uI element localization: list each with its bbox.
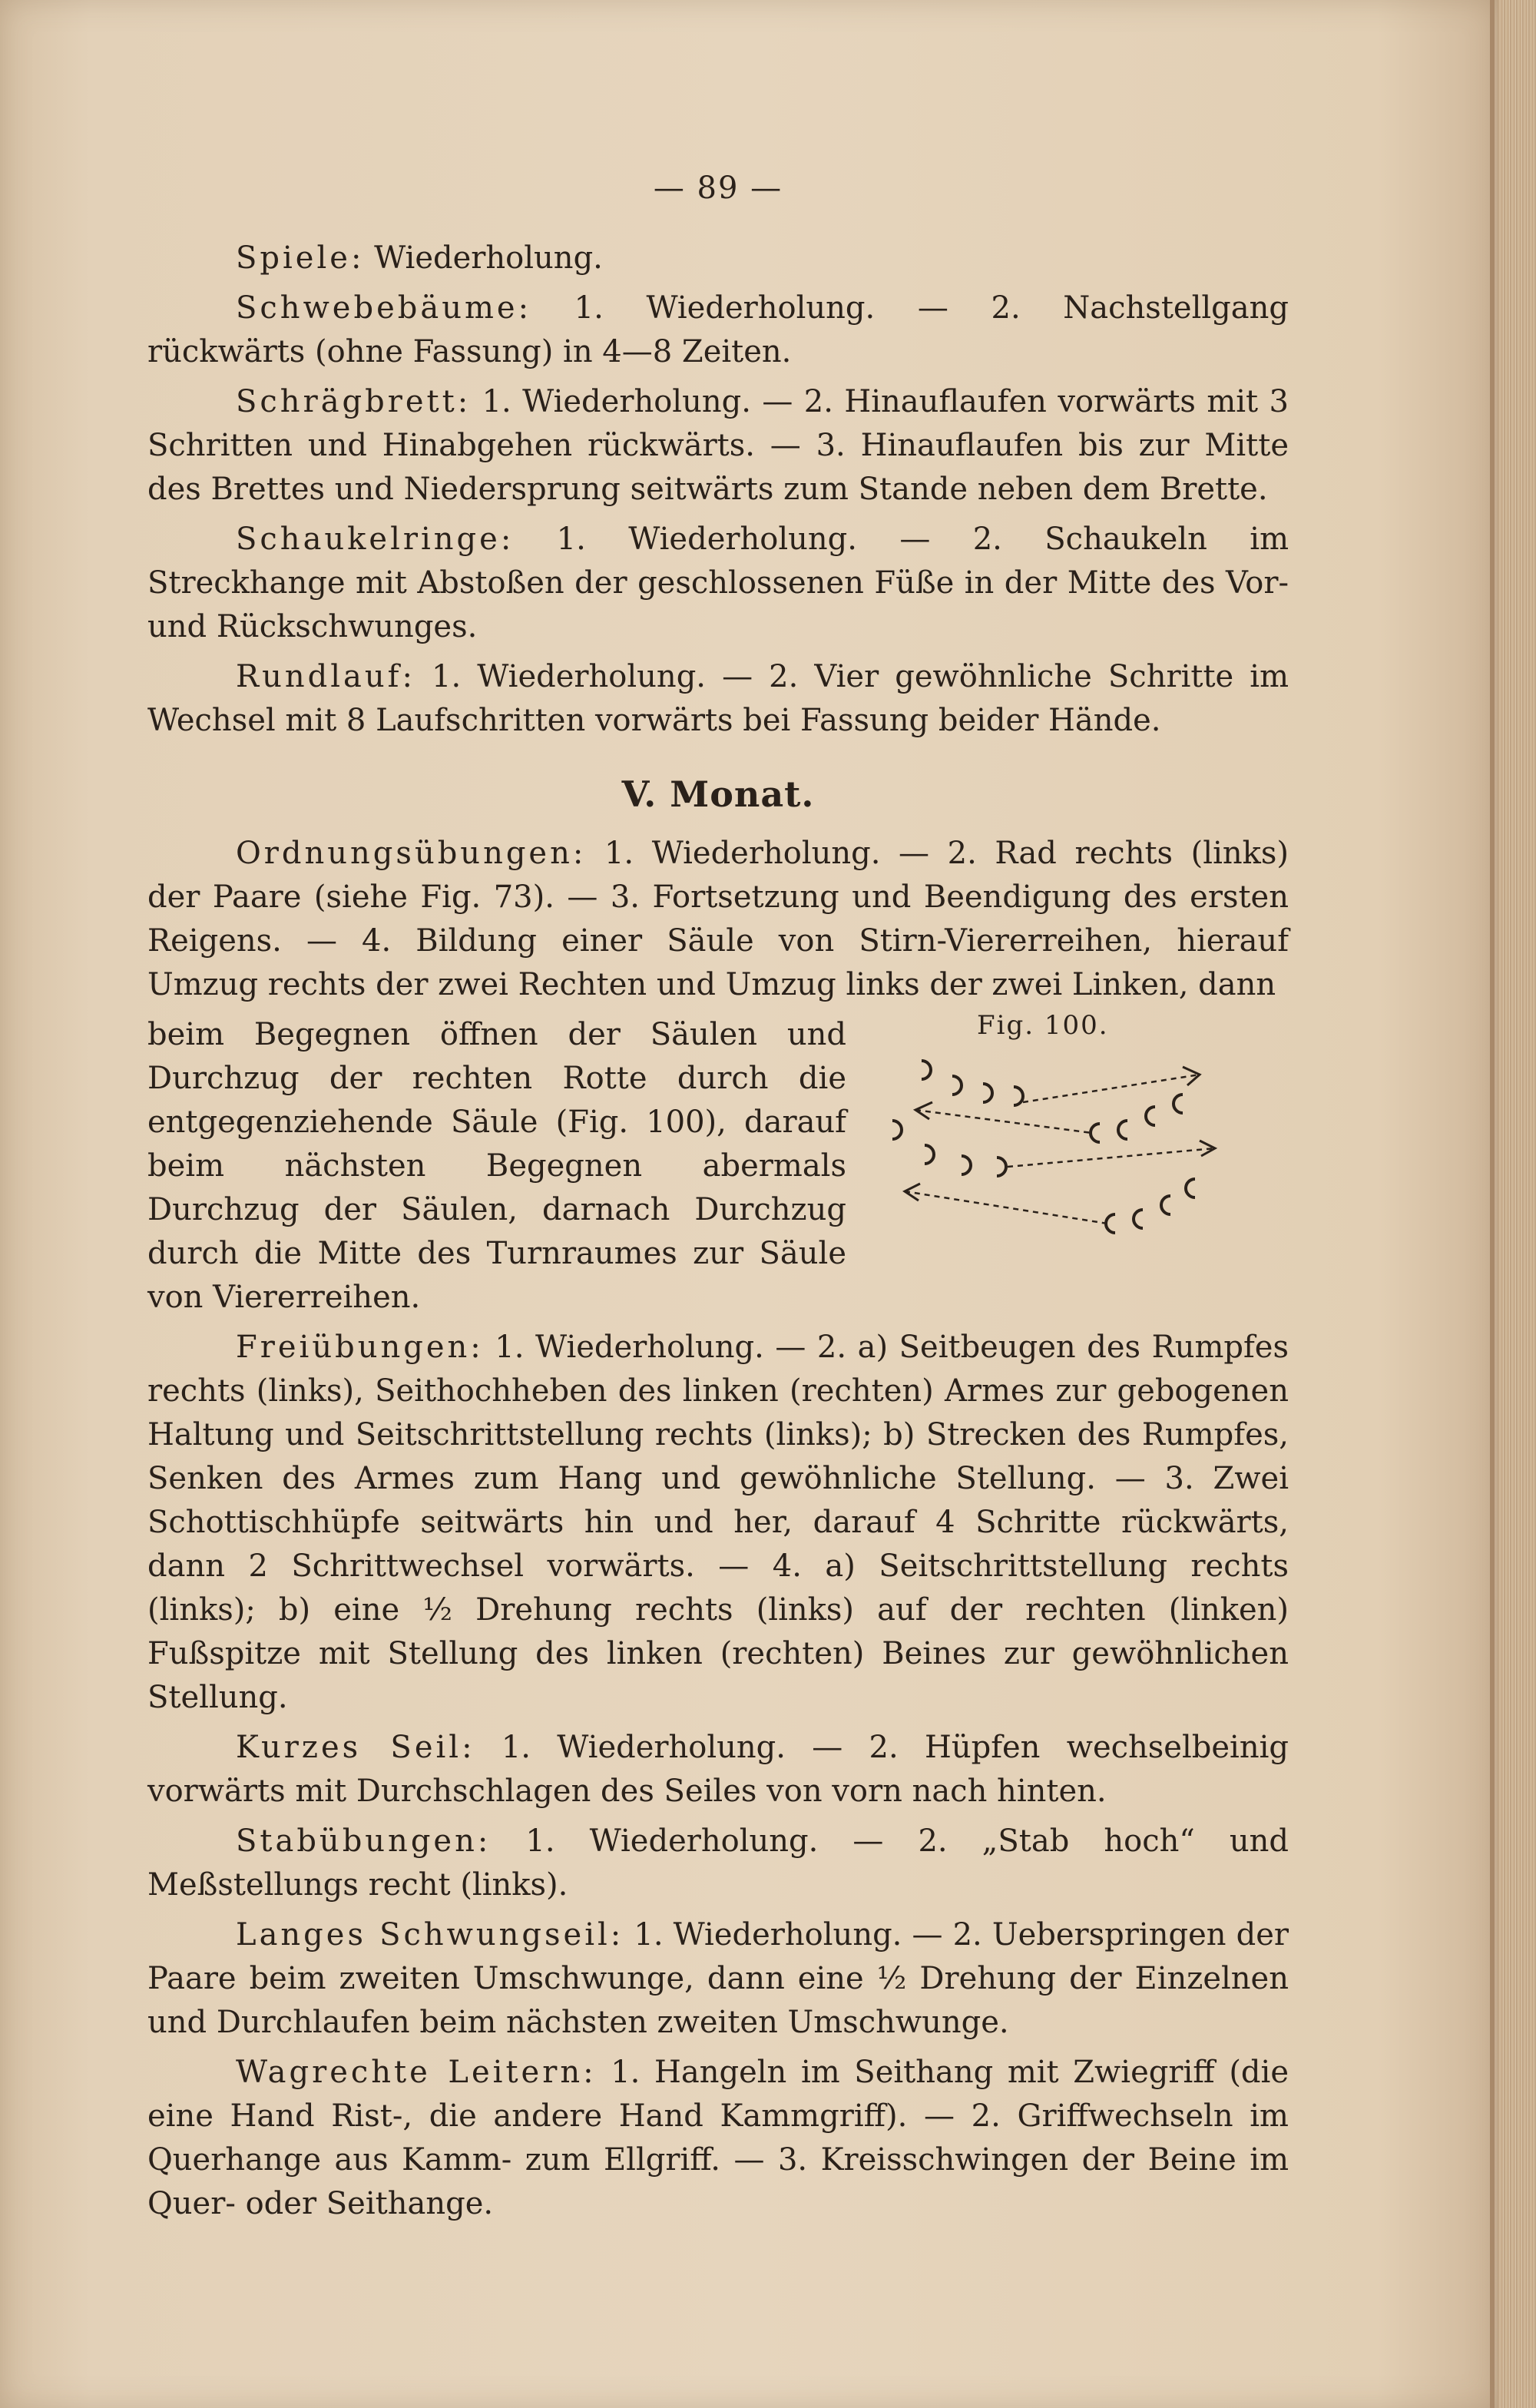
gymnast-mark [1174, 1095, 1183, 1113]
paragraph-stabuebungen [147, 1820, 1289, 1907]
gymnast-mark [922, 1061, 931, 1079]
paragraph-lead: Ordnungsübungen: [236, 836, 587, 871]
paragraph-ordnungsuebungen [147, 832, 1289, 1007]
paragraph-lead: Schaukelringe: [236, 522, 515, 557]
book-edge [1498, 0, 1536, 2408]
paragraph-lead: Kurzes Seil: [236, 1730, 475, 1765]
march-path-line [1008, 1148, 1215, 1167]
paragraph-text: 1. Wiederholung. — 2. Ueberspringen der Paare beim zweiten Umschwunge, dann eine ½ Drehung der Einzelnen und Durchlaufen beim nächsten zweiten Umschwunge. [147, 1917, 1289, 2040]
paragraph-ordnungsuebungen-continued: beim Begegnen öffnen der Säulen und Durchzug der rechten Rotte durch die entgegenziehende Säule (Fig. 100), darauf beim nächsten Begegnen abermals Durchzug der Säulen, darnach Durchzug durch die Mitte des Turnraumes zur Säule von Viererreihen. [147, 1017, 846, 1315]
gymnast-mark [1161, 1196, 1170, 1214]
gymnast-mark [1146, 1107, 1155, 1125]
page-number: — 89 — [653, 171, 783, 206]
section-heading: V. Monat. [621, 773, 815, 815]
paragraph-text: 1. Hangeln im Seithang mit Zwiegriff (die eine Hand Rist-, die andere Hand Kammgriff). — 2. Griffwechseln im Querhange aus Kamm- zum Ellgriff. — 3. Kreisschwingen der Beine im Quer- oder Seithange. [147, 2055, 1289, 2221]
paragraph-lead: Wagrechte Leitern: [236, 2055, 597, 2090]
gymnast-mark [1106, 1214, 1115, 1233]
paragraph-lead: Schwebebäume: [236, 290, 532, 326]
page-content [147, 171, 1289, 2232]
gymnast-mark [1118, 1121, 1127, 1139]
gymnast-mark [962, 1156, 971, 1174]
column-march-diagram [885, 1041, 1299, 1264]
paragraph-schwebebaeume [147, 287, 1289, 374]
paragraph-rundlauf [147, 655, 1289, 743]
march-path-line [905, 1191, 1107, 1224]
paragraph-lead: Schrägbrett: [236, 384, 472, 419]
paragraph-lead: Stabübungen: [236, 1823, 492, 1859]
paragraph-lead: Rundlauf: [236, 659, 415, 694]
figure-caption: Fig. 100. [977, 1010, 1109, 1041]
figure-block [147, 1010, 1289, 1320]
gymnast-mark [1014, 1087, 1023, 1105]
paragraph-text: 1. Wiederholung. — 2. Hinauflaufen vorwärts mit 3 Schritten und Hinabgehen rückwärts. — 3. Hinauflaufen bis zur Mitte des Brettes und Niedersprung seitwärts zum Stande neben dem Brette. [147, 384, 1289, 507]
gymnast-mark [997, 1158, 1006, 1176]
paragraph-spiele [147, 237, 1289, 280]
gymnast-mark [1091, 1124, 1100, 1142]
paragraph-schraegbrett [147, 380, 1289, 512]
page-edge-line [1490, 0, 1495, 2408]
paragraph-text: 1. Wiederholung. — 2. Hüpfen wechselbeinig vorwärts mit Durchschlagen des Seiles von vorn nach hinten. [147, 1730, 1289, 1809]
paragraph-text: 1. Wiederholung. — 2. Vier gewöhnliche Schritte im Wechsel mit 8 Laufschritten vorwärts bei Fassung beider Hände. [147, 659, 1289, 738]
march-path-line [915, 1110, 1092, 1133]
paragraph-wagrechte-leitern [147, 2051, 1289, 2226]
figure-100 [885, 1010, 1299, 1264]
paragraph-schaukelringe [147, 518, 1289, 649]
gymnast-mark [952, 1076, 962, 1095]
paragraph-langes-schwungseil [147, 1913, 1289, 2045]
paragraph-text: Wiederholung. [364, 240, 603, 276]
paragraph-lead: Spiele: [236, 240, 365, 276]
arrow-head [915, 1102, 932, 1119]
march-path-line [1023, 1075, 1200, 1102]
gymnast-mark [983, 1084, 992, 1102]
gymnast-mark [1186, 1179, 1195, 1197]
paragraph-lead: Freiübungen: [236, 1330, 484, 1365]
paragraph-text: 1. Wiederholung. — 2. Rad rechts (links) der Paare (siehe Fig. 73). — 3. Fortsetzung und Beendigung des ersten Reigens. — 4. Bildung einer Säule von Stirn-Viererreihen, hierauf Umzug rechts der zwei Rechten und Umzug links der zwei Linken, dann [147, 836, 1289, 1002]
paragraph-freiuebungen [147, 1326, 1289, 1720]
paragraph-text: 1. Wiederholung. — 2. Nachstellgang rückwärts (ohne Fassung) in 4—8 Zeiten. [147, 290, 1289, 369]
arrow-head [905, 1184, 920, 1201]
gymnast-mark [1134, 1210, 1143, 1228]
paragraph-lead: Langes Schwungseil: [236, 1917, 624, 1953]
gymnast-mark [892, 1121, 902, 1139]
paragraph-kurzes-seil [147, 1726, 1289, 1813]
paragraph-text: 1. Wiederholung. — 2. „Stab hoch“ und Meßstellungs recht (links). [147, 1823, 1289, 1903]
gymnast-mark [925, 1145, 934, 1164]
paragraph-text: 1. Wiederholung. — 2. Schaukeln im Streckhange mit Abstoßen der geschlossenen Füße in der Mitte des Vor- und Rückschwunges. [147, 522, 1289, 644]
paragraph-text: 1. Wiederholung. — 2. a) Seitbeugen des Rumpfes rechts (links), Seithochheben des linken (rechten) Armes zur gebogenen Haltung und Seitschrittstellung rechts (links); b) Strecken des Rumpfes, Senken des Armes zum Hang und gewöhnliche Stellung. — 3. Zwei Schottischhüpfe seitwärts hin und her, darauf 4 Schritte rückwärts, dann 2 Schrittwechsel vorwärts. — 4. a) Seitschrittstellung rechts (links); b) eine ½ Drehung rechts (links) auf der rechten (linken) Fußspitze mit Stellung des linken (rechten) Beines zur gewöhnlichen Stellung. [147, 1330, 1289, 1715]
